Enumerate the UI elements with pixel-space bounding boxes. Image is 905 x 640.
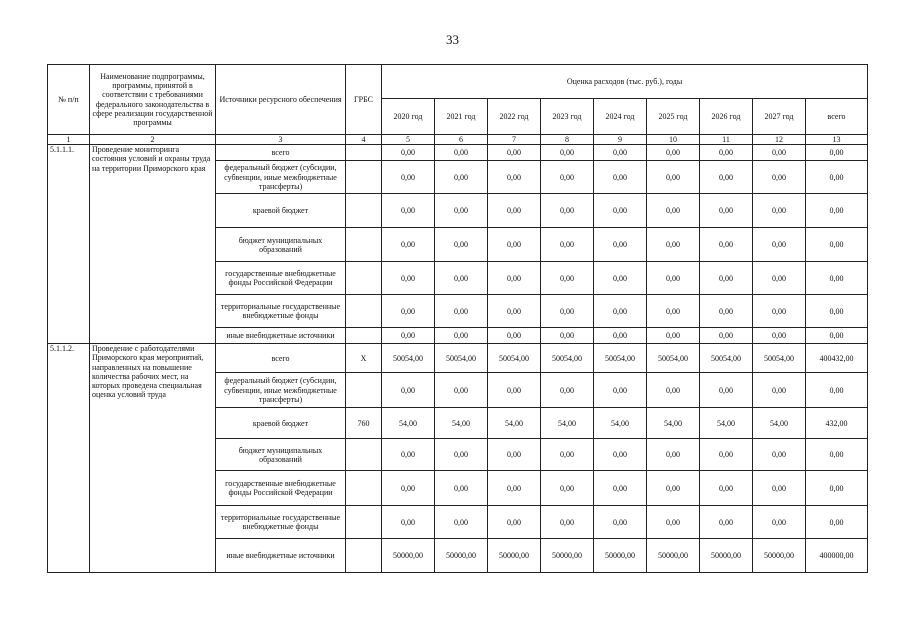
- year-value: 0,00: [594, 228, 647, 262]
- funding-source: бюджет муниципальных образований: [216, 228, 346, 262]
- year-value: 0,00: [382, 145, 435, 161]
- year-value: 0,00: [700, 506, 753, 539]
- year-value: 0,00: [488, 228, 541, 262]
- column-number: 7: [488, 135, 541, 145]
- year-value: 54,00: [435, 408, 488, 439]
- year-value: 0,00: [647, 194, 700, 228]
- total-value: 0,00: [806, 506, 868, 539]
- year-value: 50000,00: [382, 539, 435, 573]
- funding-source: территориальные государственные внебюджетные фонды: [216, 295, 346, 328]
- grbs-code: [346, 471, 382, 506]
- year-value: 0,00: [753, 228, 806, 262]
- column-number: 6: [435, 135, 488, 145]
- funding-source: иные внебюджетные источники: [216, 539, 346, 573]
- section-number: 5.1.1.1.: [48, 145, 90, 344]
- year-value: 50054,00: [382, 344, 435, 373]
- year-value: 0,00: [382, 161, 435, 194]
- year-value: 54,00: [594, 408, 647, 439]
- year-value: 0,00: [700, 328, 753, 344]
- year-value: 50000,00: [435, 539, 488, 573]
- year-value: 0,00: [594, 328, 647, 344]
- header-year: 2023 год: [541, 99, 594, 135]
- grbs-code: [346, 145, 382, 161]
- year-value: 0,00: [753, 194, 806, 228]
- year-value: 50054,00: [594, 344, 647, 373]
- column-number: 13: [806, 135, 868, 145]
- year-value: 0,00: [488, 161, 541, 194]
- year-value: 50054,00: [541, 344, 594, 373]
- header-year: 2026 год: [700, 99, 753, 135]
- year-value: 0,00: [700, 194, 753, 228]
- year-value: 0,00: [435, 506, 488, 539]
- header-expense-estimate: Оценка расходов (тыс. руб.), годы: [382, 65, 868, 99]
- year-value: 0,00: [435, 439, 488, 471]
- year-value: 0,00: [382, 328, 435, 344]
- grbs-code: [346, 328, 382, 344]
- grbs-code: [346, 228, 382, 262]
- year-value: 0,00: [594, 194, 647, 228]
- header-no: № п/п: [48, 65, 90, 135]
- year-value: 50054,00: [435, 344, 488, 373]
- year-value: 0,00: [488, 194, 541, 228]
- grbs-code: [346, 295, 382, 328]
- year-value: 0,00: [700, 471, 753, 506]
- year-value: 0,00: [700, 228, 753, 262]
- year-value: 0,00: [541, 161, 594, 194]
- year-value: 0,00: [541, 194, 594, 228]
- funding-source: государственные внебюджетные фонды Российской Федерации: [216, 471, 346, 506]
- year-value: 0,00: [541, 228, 594, 262]
- page-number: 33: [446, 32, 459, 47]
- year-value: 0,00: [435, 471, 488, 506]
- year-value: 0,00: [753, 439, 806, 471]
- year-value: 0,00: [382, 295, 435, 328]
- grbs-code: [346, 506, 382, 539]
- year-value: 0,00: [594, 161, 647, 194]
- column-number: 4: [346, 135, 382, 145]
- year-value: 50000,00: [594, 539, 647, 573]
- total-value: 0,00: [806, 295, 868, 328]
- year-value: 0,00: [435, 328, 488, 344]
- year-value: 0,00: [488, 506, 541, 539]
- year-value: 0,00: [488, 145, 541, 161]
- column-number: 3: [216, 135, 346, 145]
- year-value: 54,00: [488, 408, 541, 439]
- year-value: 0,00: [594, 506, 647, 539]
- year-value: 0,00: [647, 145, 700, 161]
- funding-source: всего: [216, 344, 346, 373]
- year-value: 0,00: [647, 161, 700, 194]
- section-name: Проведение с работодателями Приморского края мероприятий, направленных на повышение количества рабочих мест, на которых проведена специальная оценка условий труда: [90, 344, 216, 573]
- year-value: 0,00: [594, 373, 647, 408]
- year-value: 0,00: [594, 145, 647, 161]
- column-number: 12: [753, 135, 806, 145]
- year-value: 0,00: [435, 145, 488, 161]
- column-number: 11: [700, 135, 753, 145]
- year-value: 0,00: [700, 439, 753, 471]
- total-value: 0,00: [806, 471, 868, 506]
- year-value: 0,00: [435, 262, 488, 295]
- year-value: 0,00: [488, 328, 541, 344]
- column-number: 1: [48, 135, 90, 145]
- year-value: 50054,00: [700, 344, 753, 373]
- year-value: 0,00: [594, 471, 647, 506]
- grbs-code: [346, 539, 382, 573]
- year-value: 0,00: [435, 373, 488, 408]
- total-value: 0,00: [806, 262, 868, 295]
- budget-table: [47, 64, 868, 573]
- year-value: 0,00: [488, 471, 541, 506]
- header-grbs: ГРБС: [346, 65, 382, 135]
- column-number: 8: [541, 135, 594, 145]
- year-value: 0,00: [382, 373, 435, 408]
- year-value: 50000,00: [753, 539, 806, 573]
- column-number: 10: [647, 135, 700, 145]
- year-value: 50054,00: [647, 344, 700, 373]
- section-name: Проведение мониторинга состояния условий и охраны труда на территории Приморского края: [90, 145, 216, 344]
- year-value: 50000,00: [700, 539, 753, 573]
- header-year: 2020 год: [382, 99, 435, 135]
- year-value: 0,00: [700, 262, 753, 295]
- header-year: 2021 год: [435, 99, 488, 135]
- year-value: 0,00: [382, 506, 435, 539]
- year-value: 0,00: [647, 439, 700, 471]
- year-value: 54,00: [753, 408, 806, 439]
- funding-source: государственные внебюджетные фонды Российской Федерации: [216, 262, 346, 295]
- header-funding-source: Источники ресурсного обеспечения: [216, 65, 346, 135]
- year-value: 0,00: [753, 295, 806, 328]
- year-value: 0,00: [435, 161, 488, 194]
- year-value: 0,00: [488, 262, 541, 295]
- total-value: 0,00: [806, 194, 868, 228]
- grbs-code: [346, 262, 382, 295]
- total-value: 0,00: [806, 161, 868, 194]
- year-value: 0,00: [753, 506, 806, 539]
- year-value: 50054,00: [753, 344, 806, 373]
- year-value: 0,00: [700, 373, 753, 408]
- year-value: 0,00: [753, 328, 806, 344]
- total-value: 400000,00: [806, 539, 868, 573]
- grbs-code: [346, 373, 382, 408]
- year-value: 0,00: [700, 161, 753, 194]
- year-value: 0,00: [488, 295, 541, 328]
- year-value: 0,00: [488, 439, 541, 471]
- year-value: 0,00: [382, 228, 435, 262]
- year-value: 54,00: [700, 408, 753, 439]
- year-value: 0,00: [753, 262, 806, 295]
- year-value: 0,00: [382, 262, 435, 295]
- year-value: 0,00: [435, 194, 488, 228]
- year-value: 0,00: [753, 471, 806, 506]
- header-year: 2024 год: [594, 99, 647, 135]
- year-value: 0,00: [488, 373, 541, 408]
- funding-source: всего: [216, 145, 346, 161]
- year-value: 0,00: [647, 373, 700, 408]
- year-value: 0,00: [594, 439, 647, 471]
- funding-source: иные внебюджетные источники: [216, 328, 346, 344]
- year-value: 0,00: [541, 328, 594, 344]
- total-value: 0,00: [806, 228, 868, 262]
- funding-source: территориальные государственные внебюджетные фонды: [216, 506, 346, 539]
- year-value: 54,00: [647, 408, 700, 439]
- year-value: 0,00: [647, 471, 700, 506]
- header-year: 2022 год: [488, 99, 541, 135]
- year-value: 0,00: [753, 145, 806, 161]
- grbs-code: X: [346, 344, 382, 373]
- year-value: 0,00: [541, 145, 594, 161]
- grbs-code: [346, 161, 382, 194]
- year-value: 0,00: [435, 295, 488, 328]
- year-value: 0,00: [541, 373, 594, 408]
- header-program-name: Наименование подпрограммы, программы, принятой в соответствии с требованиями федерального законодательства в сфере реализации государственной программы: [90, 65, 216, 135]
- year-value: 0,00: [541, 439, 594, 471]
- table-row: [48, 344, 868, 373]
- total-value: 432,00: [806, 408, 868, 439]
- total-value: 400432,00: [806, 344, 868, 373]
- grbs-code: [346, 439, 382, 471]
- year-value: 0,00: [753, 373, 806, 408]
- column-number: 2: [90, 135, 216, 145]
- year-value: 0,00: [382, 194, 435, 228]
- year-value: 50000,00: [488, 539, 541, 573]
- year-value: 0,00: [541, 471, 594, 506]
- funding-source: краевой бюджет: [216, 194, 346, 228]
- year-value: 0,00: [382, 471, 435, 506]
- year-value: 50054,00: [488, 344, 541, 373]
- funding-source: федеральный бюджет (субсидии, субвенции, иные межбюджетные трансферты): [216, 373, 346, 408]
- year-value: 0,00: [594, 295, 647, 328]
- year-value: 50000,00: [647, 539, 700, 573]
- year-value: 0,00: [541, 506, 594, 539]
- total-value: 0,00: [806, 373, 868, 408]
- year-value: 0,00: [382, 439, 435, 471]
- year-value: 54,00: [541, 408, 594, 439]
- header-year: всего: [806, 99, 868, 135]
- year-value: 54,00: [382, 408, 435, 439]
- header-year: 2027 год: [753, 99, 806, 135]
- year-value: 0,00: [647, 328, 700, 344]
- year-value: 0,00: [594, 262, 647, 295]
- year-value: 0,00: [700, 145, 753, 161]
- total-value: 0,00: [806, 439, 868, 471]
- year-value: 0,00: [541, 262, 594, 295]
- year-value: 0,00: [647, 262, 700, 295]
- funding-source: бюджет муниципальных образований: [216, 439, 346, 471]
- funding-source: краевой бюджет: [216, 408, 346, 439]
- column-number: 9: [594, 135, 647, 145]
- grbs-code: [346, 194, 382, 228]
- year-value: 0,00: [647, 506, 700, 539]
- total-value: 0,00: [806, 145, 868, 161]
- year-value: 0,00: [541, 295, 594, 328]
- funding-source: федеральный бюджет (субсидии, субвенции, иные межбюджетные трансферты): [216, 161, 346, 194]
- year-value: 50000,00: [541, 539, 594, 573]
- grbs-code: 760: [346, 408, 382, 439]
- year-value: 0,00: [435, 228, 488, 262]
- section-number: 5.1.1.2.: [48, 344, 90, 573]
- column-number: 5: [382, 135, 435, 145]
- header-year: 2025 год: [647, 99, 700, 135]
- table-row: [48, 145, 868, 161]
- year-value: 0,00: [700, 295, 753, 328]
- year-value: 0,00: [647, 295, 700, 328]
- year-value: 0,00: [753, 161, 806, 194]
- total-value: 0,00: [806, 328, 868, 344]
- year-value: 0,00: [647, 228, 700, 262]
